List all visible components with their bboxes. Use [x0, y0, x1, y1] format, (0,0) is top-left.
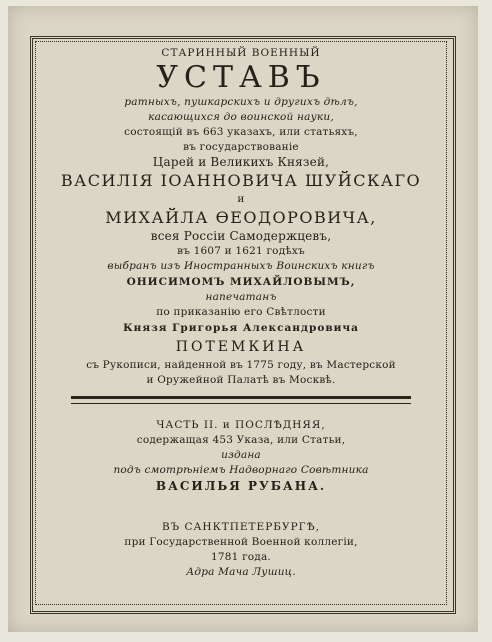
- pre-title: СТАРИННЫЙ ВОЕННЫЙ: [161, 47, 321, 59]
- subtitle-line: Царей и Великихъ Князей,: [152, 155, 330, 169]
- manuscript-line: и Оружейной Палатѣ въ Москвѣ.: [146, 374, 336, 386]
- subtitle-line: въ государствованіе: [183, 141, 299, 153]
- divider-rule: [71, 396, 411, 404]
- order-line: по приказанію его Свѣтлости: [156, 306, 326, 318]
- imprint-note: Адра Мача Лушиц.: [186, 566, 296, 578]
- subtitle-line: ратныхъ, пушкарскихъ и другихъ дѣлъ,: [124, 96, 358, 108]
- editor-line: подъ смотрѣніемъ Надворнаго Совѣтника: [113, 464, 369, 476]
- imprint-press: при Государственной Военной коллегіи,: [124, 536, 358, 548]
- conjunction: и: [237, 193, 245, 205]
- title-page: [8, 6, 478, 632]
- printed-line: напечатанъ: [205, 291, 277, 303]
- main-title: УСТАВЪ: [156, 60, 326, 95]
- prince-name: Князя Григорья Александровича: [123, 322, 359, 334]
- source-line: выбранъ изъ Иностранныхъ Воинскихъ книгъ: [107, 260, 375, 272]
- subtitle-line: всея Россіи Самодержцевъ,: [150, 229, 332, 243]
- subtitle-line: состоящій въ 663 указахъ, или статьяхъ,: [124, 126, 358, 138]
- part-line: содержащая 453 Указа, или Статьи,: [136, 434, 346, 446]
- imprint-city: ВЪ САНКТПЕТЕРБУРГѢ,: [162, 521, 320, 533]
- manuscript-line: съ Рукописи, найденной въ 1775 году, въ Мастерской: [86, 359, 396, 371]
- imprint-year: 1781 года.: [211, 551, 271, 563]
- compiler-name: ОНИСИМОМЪ МИХАЙЛОВЫМЪ,: [126, 276, 356, 288]
- title-page-text: [44, 46, 438, 580]
- tsar-name-1: ВАСИЛІЯ ІОАННОВИЧА ШУЙСКАГО: [60, 171, 422, 190]
- tsar-name-2: МИХАЙЛА ѲЕОДОРОВИЧА,: [105, 208, 377, 227]
- years-line: въ 1607 и 1621 годѣхъ: [177, 245, 305, 257]
- prince-surname: ПОТЕМКИНА: [175, 339, 307, 355]
- editor-name: ВАСИЛЬЯ РУБАНА.: [155, 479, 327, 493]
- part-title: ЧАСТЬ II. и ПОСЛѢДНЯЯ,: [156, 419, 326, 431]
- part-line: издана: [221, 449, 261, 461]
- subtitle-line: касающихся до воинской науки,: [148, 111, 334, 123]
